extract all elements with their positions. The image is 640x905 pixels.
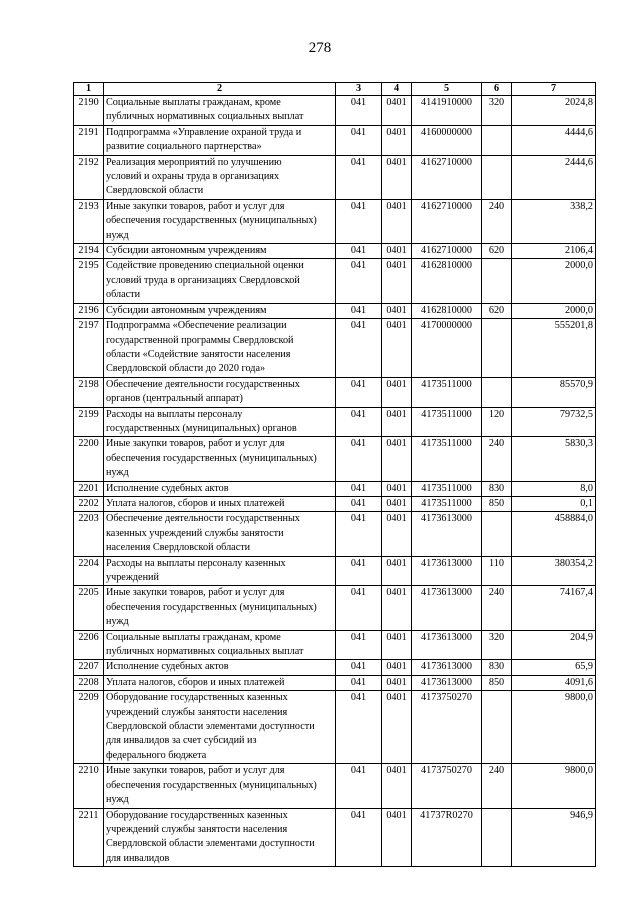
amount: 2000,0 xyxy=(512,259,596,303)
expense-name-line: Свердловской области элементами доступности xyxy=(106,838,315,850)
expense-name-line: Свердловской области элементами доступности xyxy=(106,721,315,733)
expense-type xyxy=(482,259,512,303)
target-code: 4173511000 xyxy=(412,437,482,481)
amount: 65,9 xyxy=(512,660,596,675)
ministry-code: 041 xyxy=(336,407,382,437)
ministry-code: 041 xyxy=(336,319,382,378)
table-row xyxy=(74,407,596,437)
budget-table xyxy=(73,82,596,867)
target-code: 4173750270 xyxy=(412,764,482,808)
ministry-code: 041 xyxy=(336,630,382,660)
ministry-code: 041 xyxy=(336,764,382,808)
expense-name-line: федерального бюджета xyxy=(106,749,207,761)
row-number: 2210 xyxy=(74,764,104,808)
table-row xyxy=(74,556,596,586)
expense-name-line: нужд xyxy=(106,467,129,479)
row-number: 2204 xyxy=(74,556,104,586)
expense-name-line: учреждений xyxy=(106,572,159,583)
target-code: 4173511000 xyxy=(412,377,482,407)
expense-name-line: обеспечения государственных (муниципальных) xyxy=(106,215,317,227)
section-code: 0401 xyxy=(382,481,412,496)
expense-type xyxy=(482,512,512,556)
row-number: 2207 xyxy=(74,660,104,675)
table-row xyxy=(74,125,596,155)
expense-name-line: Уплата налогов, сборов и иных платежей xyxy=(106,497,285,509)
expense-name-line: Иные закупки товаров, работ и услуг для xyxy=(106,765,285,777)
expense-name xyxy=(104,691,336,764)
expense-name xyxy=(104,437,336,481)
ministry-code: 041 xyxy=(336,303,382,318)
expense-name-line: для инвалидов за счет субсидий из xyxy=(106,735,257,747)
expense-name xyxy=(104,512,336,556)
expense-name xyxy=(104,556,336,586)
amount: 74167,4 xyxy=(512,586,596,630)
section-code: 0401 xyxy=(382,437,412,481)
section-code: 0401 xyxy=(382,199,412,243)
table-row xyxy=(74,660,596,675)
expense-name xyxy=(104,319,336,378)
expense-type xyxy=(482,125,512,155)
table-row xyxy=(74,244,596,259)
expense-name-line: учреждений службы занятости населения xyxy=(106,706,288,718)
target-code: 4173613000 xyxy=(412,675,482,690)
section-code: 0401 xyxy=(382,660,412,675)
row-number: 2190 xyxy=(74,96,104,126)
section-code: 0401 xyxy=(382,319,412,378)
expense-name-line: области xyxy=(106,289,141,301)
expense-name xyxy=(104,155,336,199)
expense-type: 120 xyxy=(482,407,512,437)
expense-name-line: обеспечения государственных (муниципальных) xyxy=(106,779,317,791)
target-code: 4160000000 xyxy=(412,125,482,155)
amount: 380354,2 xyxy=(512,556,596,586)
row-number: 2202 xyxy=(74,496,104,511)
amount: 4091,6 xyxy=(512,675,596,690)
expense-name-line: Подпрограмма «Управление охраной труда и xyxy=(106,126,302,138)
expense-name-line: Расходы на выплаты персоналу казенных xyxy=(106,557,286,569)
ministry-code: 041 xyxy=(336,199,382,243)
expense-name-line: Свердловской области до 2020 года» xyxy=(106,363,266,375)
expense-name-line: Субсидии автономным учреждениям xyxy=(106,245,267,257)
expense-type: 240 xyxy=(482,586,512,630)
expense-name-line: Уплата налогов, сборов и иных платежей xyxy=(106,676,285,688)
expense-type: 110 xyxy=(482,556,512,586)
expense-name-line: публичных нормативных социальных выплат xyxy=(106,646,304,658)
amount: 4444,6 xyxy=(512,125,596,155)
section-code: 0401 xyxy=(382,377,412,407)
page-number: 278 xyxy=(308,40,332,56)
expense-name xyxy=(104,244,336,259)
expense-name-line: обеспечения государственных (муниципальных) xyxy=(106,452,317,464)
row-number: 2197 xyxy=(74,319,104,378)
section-code: 0401 xyxy=(382,764,412,808)
amount: 2000,0 xyxy=(512,303,596,318)
section-code: 0401 xyxy=(382,630,412,660)
expense-name-line: органов (центральный аппарат) xyxy=(106,393,243,405)
section-code: 0401 xyxy=(382,556,412,586)
expense-name xyxy=(104,630,336,660)
expense-name-line: области «Содействие занятости населения xyxy=(106,348,291,360)
expense-name-line: учреждений службы занятости населения xyxy=(106,823,288,835)
expense-name-line: Подпрограмма «Обеспечение реализации xyxy=(106,320,287,332)
row-number: 2195 xyxy=(74,259,104,303)
col-header: 7 xyxy=(512,83,596,96)
header-row xyxy=(74,83,596,96)
expense-name-line: Реализация мероприятий по улучшению xyxy=(106,156,282,168)
expense-name xyxy=(104,764,336,808)
section-code: 0401 xyxy=(382,407,412,437)
target-code: 4141910000 xyxy=(412,96,482,126)
amount: 5830,3 xyxy=(512,437,596,481)
target-code: 4170000000 xyxy=(412,319,482,378)
target-code: 4162710000 xyxy=(412,244,482,259)
expense-type: 240 xyxy=(482,764,512,808)
expense-name xyxy=(104,303,336,318)
section-code: 0401 xyxy=(382,496,412,511)
row-number: 2211 xyxy=(74,808,104,867)
expense-type: 830 xyxy=(482,481,512,496)
expense-name-line: Свердловской области xyxy=(106,185,204,197)
section-code: 0401 xyxy=(382,155,412,199)
row-number: 2196 xyxy=(74,303,104,318)
row-number: 2193 xyxy=(74,199,104,243)
expense-type: 240 xyxy=(482,437,512,481)
amount: 0,1 xyxy=(512,496,596,511)
expense-type xyxy=(482,319,512,378)
amount: 79732,5 xyxy=(512,407,596,437)
expense-name-line: обеспечения государственных (муниципальных) xyxy=(106,601,317,613)
target-code: 4173613000 xyxy=(412,630,482,660)
expense-type xyxy=(482,377,512,407)
table-row xyxy=(74,155,596,199)
ministry-code: 041 xyxy=(336,586,382,630)
expense-name-line: нужд xyxy=(106,794,129,806)
row-number: 2194 xyxy=(74,244,104,259)
expense-name-line: Субсидии автономным учреждениям xyxy=(106,304,267,316)
table-row xyxy=(74,377,596,407)
expense-type: 320 xyxy=(482,96,512,126)
table-row xyxy=(74,199,596,243)
expense-type xyxy=(482,155,512,199)
table-row xyxy=(74,691,596,764)
ministry-code: 041 xyxy=(336,437,382,481)
expense-name-line: нужд xyxy=(106,616,129,628)
amount: 204,9 xyxy=(512,630,596,660)
amount: 9800,0 xyxy=(512,764,596,808)
amount: 458884,0 xyxy=(512,512,596,556)
expense-name-line: Исполнение судебных актов xyxy=(106,661,229,673)
amount: 9800,0 xyxy=(512,691,596,764)
ministry-code: 041 xyxy=(336,660,382,675)
expense-name xyxy=(104,259,336,303)
row-number: 2199 xyxy=(74,407,104,437)
expense-name-line: Иные закупки товаров, работ и услуг для xyxy=(106,438,285,450)
expense-name-line: государственной программы Свердловской xyxy=(106,334,294,346)
expense-name-line: Расходы на выплаты персоналу xyxy=(106,408,243,420)
expense-name-line: Обеспечение деятельности государственных xyxy=(106,513,300,525)
target-code: 4162810000 xyxy=(412,259,482,303)
row-number: 2205 xyxy=(74,586,104,630)
amount: 338,2 xyxy=(512,199,596,243)
target-code: 4173613000 xyxy=(412,660,482,675)
expense-name-line: казенных учреждений службы занятости xyxy=(106,527,284,539)
table-row xyxy=(74,496,596,511)
amount: 2024,8 xyxy=(512,96,596,126)
target-code: 4173511000 xyxy=(412,481,482,496)
section-code: 0401 xyxy=(382,586,412,630)
target-code: 4173511000 xyxy=(412,407,482,437)
row-number: 2208 xyxy=(74,675,104,690)
col-header: 3 xyxy=(336,83,382,96)
table-row xyxy=(74,319,596,378)
row-number: 2206 xyxy=(74,630,104,660)
ministry-code: 041 xyxy=(336,675,382,690)
section-code: 0401 xyxy=(382,303,412,318)
section-code: 0401 xyxy=(382,244,412,259)
target-code: 4173613000 xyxy=(412,556,482,586)
expense-name-line: Исполнение судебных актов xyxy=(106,482,229,494)
table-row xyxy=(74,481,596,496)
expense-name-line: Социальные выплаты гражданам, кроме xyxy=(106,97,281,108)
expense-type xyxy=(482,808,512,867)
col-header: 1 xyxy=(74,83,104,96)
target-code: 4173613000 xyxy=(412,512,482,556)
expense-name-line: нужд xyxy=(106,229,129,241)
ministry-code: 041 xyxy=(336,691,382,764)
expense-name xyxy=(104,377,336,407)
amount: 85570,9 xyxy=(512,377,596,407)
section-code: 0401 xyxy=(382,125,412,155)
ministry-code: 041 xyxy=(336,556,382,586)
expense-name-line: публичных нормативных социальных выплат xyxy=(106,111,304,123)
row-number: 2192 xyxy=(74,155,104,199)
expense-name xyxy=(104,481,336,496)
table-row xyxy=(74,96,596,126)
expense-type: 240 xyxy=(482,199,512,243)
expense-name-line: условий и охраны труда в организациях xyxy=(106,171,280,183)
ministry-code: 041 xyxy=(336,481,382,496)
row-number: 2200 xyxy=(74,437,104,481)
table-row xyxy=(74,259,596,303)
expense-type: 830 xyxy=(482,660,512,675)
row-number: 2209 xyxy=(74,691,104,764)
expense-name xyxy=(104,808,336,867)
expense-name-line: развитие социального партнерства» xyxy=(106,141,262,153)
row-number: 2198 xyxy=(74,377,104,407)
section-code: 0401 xyxy=(382,675,412,690)
target-code: 4173750270 xyxy=(412,691,482,764)
ministry-code: 041 xyxy=(336,377,382,407)
amount: 555201,8 xyxy=(512,319,596,378)
amount: 2106,4 xyxy=(512,244,596,259)
ministry-code: 041 xyxy=(336,155,382,199)
expense-name-line: Социальные выплаты гражданам, кроме xyxy=(106,631,281,643)
ministry-code: 041 xyxy=(336,96,382,126)
target-code: 4173613000 xyxy=(412,586,482,630)
expense-name-line: для инвалидов xyxy=(106,852,170,864)
section-code: 0401 xyxy=(382,96,412,126)
expense-name xyxy=(104,125,336,155)
expense-type: 620 xyxy=(482,303,512,318)
amount: 946,9 xyxy=(512,808,596,867)
target-code: 41737R0270 xyxy=(412,808,482,867)
amount: 8,0 xyxy=(512,481,596,496)
expense-name xyxy=(104,675,336,690)
table-row xyxy=(74,764,596,808)
expense-name-line: Иные закупки товаров, работ и услуг для xyxy=(106,587,285,599)
table-row xyxy=(74,512,596,556)
target-code: 4162710000 xyxy=(412,199,482,243)
table-row xyxy=(74,808,596,867)
col-header: 4 xyxy=(382,83,412,96)
expense-name-line: Оборудование государственных казенных xyxy=(106,809,288,821)
section-code: 0401 xyxy=(382,691,412,764)
table-row xyxy=(74,675,596,690)
target-code: 4162710000 xyxy=(412,155,482,199)
expense-name-line: условий труда в организациях Свердловской xyxy=(106,274,300,286)
ministry-code: 041 xyxy=(336,259,382,303)
expense-name-line: Иные закупки товаров, работ и услуг для xyxy=(106,200,285,212)
ministry-code: 041 xyxy=(336,808,382,867)
expense-name xyxy=(104,586,336,630)
row-number: 2191 xyxy=(74,125,104,155)
section-code: 0401 xyxy=(382,808,412,867)
expense-name-line: Обеспечение деятельности государственных xyxy=(106,378,300,390)
col-header: 2 xyxy=(104,83,336,96)
expense-name xyxy=(104,96,336,126)
expense-type xyxy=(482,691,512,764)
expense-name-line: государственных (муниципальных) органов xyxy=(106,422,297,434)
expense-name xyxy=(104,199,336,243)
expense-type: 620 xyxy=(482,244,512,259)
expense-type: 850 xyxy=(482,675,512,690)
row-number: 2201 xyxy=(74,481,104,496)
expense-name xyxy=(104,407,336,437)
amount: 2444,6 xyxy=(512,155,596,199)
ministry-code: 041 xyxy=(336,125,382,155)
target-code: 4162810000 xyxy=(412,303,482,318)
table-row xyxy=(74,586,596,630)
expense-name-line: Содействие проведению специальной оценки xyxy=(106,260,304,272)
expense-name-line: населения Свердловской области xyxy=(106,542,251,554)
table-row xyxy=(74,303,596,318)
expense-type: 320 xyxy=(482,630,512,660)
row-number: 2203 xyxy=(74,512,104,556)
ministry-code: 041 xyxy=(336,496,382,511)
expense-name xyxy=(104,496,336,511)
col-header: 6 xyxy=(482,83,512,96)
table-row xyxy=(74,630,596,660)
ministry-code: 041 xyxy=(336,512,382,556)
col-header: 5 xyxy=(412,83,482,96)
expense-name xyxy=(104,660,336,675)
expense-name-line: Оборудование государственных казенных xyxy=(106,692,288,704)
target-code: 4173511000 xyxy=(412,496,482,511)
expense-type: 850 xyxy=(482,496,512,511)
table-row xyxy=(74,437,596,481)
section-code: 0401 xyxy=(382,512,412,556)
section-code: 0401 xyxy=(382,259,412,303)
ministry-code: 041 xyxy=(336,244,382,259)
